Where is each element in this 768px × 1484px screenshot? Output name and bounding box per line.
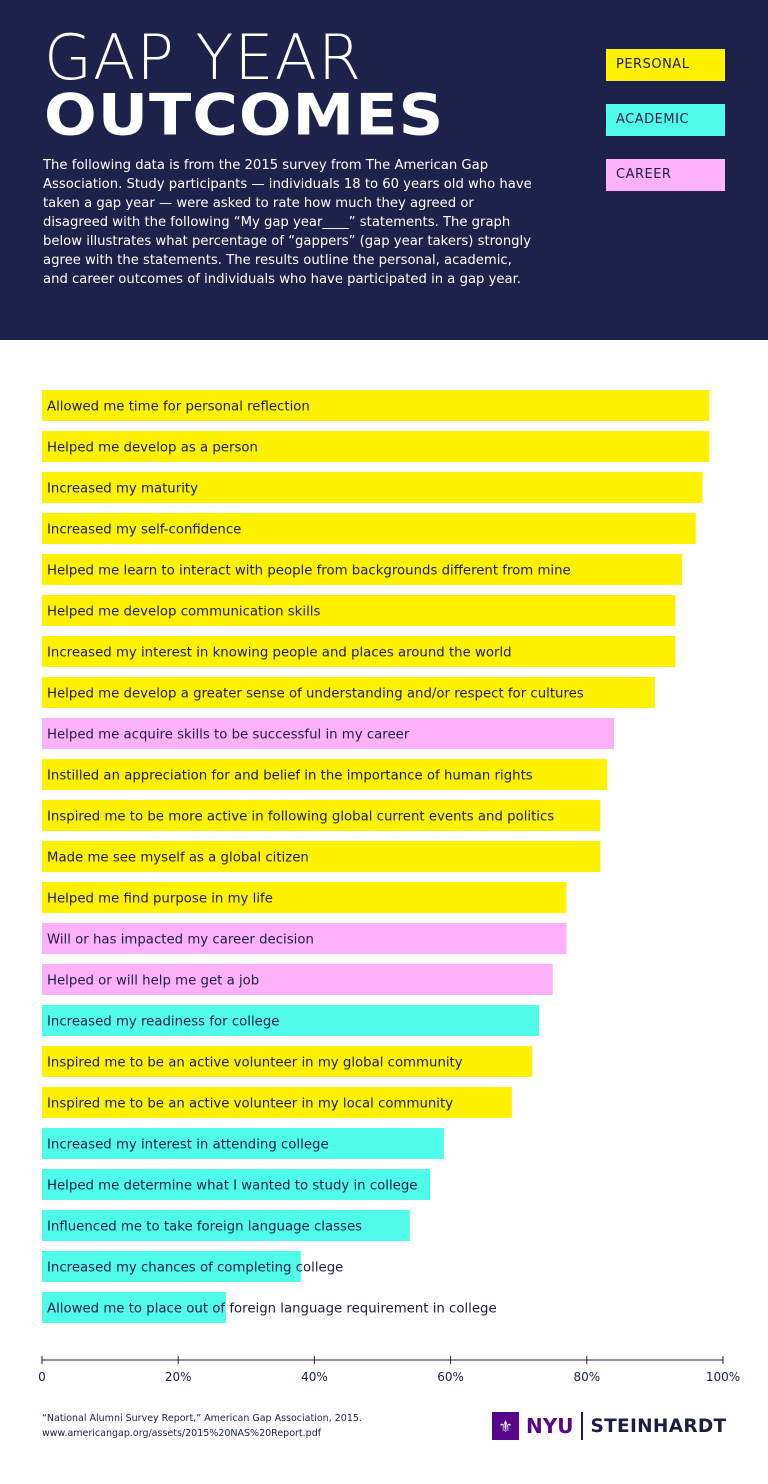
logo-divider	[581, 1412, 583, 1440]
bar-label: Inspired me to be more active in following global current events and politics	[47, 809, 555, 825]
legend-academic	[606, 104, 725, 136]
logo-nyu-text: NYU	[526, 1414, 574, 1438]
bar-label: Increased my self-confidence	[47, 522, 242, 538]
intro-text: The following data is from the 2015 survey from The American Gap Association. Study participants — individuals 18 to 60 years old who have taken a gap year — were asked to rate how much they agreed or disagreed with the following “My gap year____” statements. The graph below illustrates what percentage of “gappers” (gap year takers) strongly agree with the statements. The results outline the personal, academic, and career outcomes of individuals who have participated in a gap year.	[43, 158, 532, 287]
bar-label: Allowed me time for personal reflection	[47, 399, 310, 415]
bar-label: Helped me develop as a person	[47, 440, 258, 456]
x-tick-label: 100%	[705, 1370, 741, 1384]
bar-label: Helped me find purpose in my life	[47, 891, 273, 907]
bar-label: Helped me develop communication skills	[47, 604, 321, 620]
title-line-2: OUTCOMES	[44, 81, 445, 149]
bar-label: Allowed me to place out of foreign language requirement in college	[47, 1301, 497, 1317]
header-banner	[0, 0, 768, 340]
bar-label: Helped or will help me get a job	[47, 973, 260, 989]
bar-label: Helped me acquire skills to be successful in my career	[47, 727, 410, 743]
legend-academic-label: ACADEMIC	[616, 112, 689, 127]
bar-label: Increased my interest in attending college	[47, 1137, 329, 1153]
legend-career	[606, 159, 725, 191]
bar-label: Instilled an appreciation for and belief in the importance of human rights	[47, 768, 533, 784]
bar-label: Inspired me to be an active volunteer in my global community	[47, 1055, 463, 1071]
legend-personal-label: PERSONAL	[616, 57, 690, 72]
x-tick-label: 80%	[573, 1370, 601, 1384]
bar-label: Made me see myself as a global citizen	[47, 850, 309, 866]
bar-label: Influenced me to take foreign language classes	[47, 1219, 363, 1235]
bar-label: Increased my maturity	[47, 481, 198, 497]
nyu-steinhardt-logo	[492, 1411, 726, 1441]
bar-label: Will or has impacted my career decision	[47, 932, 314, 948]
source-line-2: www.americangap.org/assets/2015%20NAS%20Report.pdf	[42, 1428, 322, 1439]
source-line-1: “National Alumni Survey Report,” American Gap Association, 2015.	[42, 1413, 362, 1424]
x-tick-label: 0	[38, 1370, 46, 1384]
bar-chart	[0, 340, 768, 1400]
bar-label: Increased my readiness for college	[47, 1014, 280, 1030]
bar-label: Increased my interest in knowing people and places around the world	[47, 645, 512, 661]
x-tick-label: 60%	[437, 1370, 464, 1384]
title-line-1: GAP YEAR	[44, 21, 363, 94]
logo-school-text: STEINHARDT	[590, 1415, 727, 1437]
legend-career-label: CAREER	[616, 167, 672, 182]
torch-icon: ⚜	[492, 1412, 519, 1440]
x-tick-label: 20%	[164, 1370, 192, 1384]
bar-label: Inspired me to be an active volunteer in my local community	[47, 1096, 454, 1112]
bar-label: Helped me determine what I wanted to study in college	[47, 1178, 418, 1194]
source-citation	[42, 1411, 362, 1441]
bar-label: Helped me develop a greater sense of understanding and/or respect for cultures	[47, 686, 584, 702]
bar-label: Helped me learn to interact with people from backgrounds different from mine	[47, 563, 571, 579]
legend-personal	[606, 49, 725, 81]
x-tick-label: 40%	[301, 1370, 328, 1384]
bar-label: Increased my chances of completing college	[47, 1260, 344, 1276]
